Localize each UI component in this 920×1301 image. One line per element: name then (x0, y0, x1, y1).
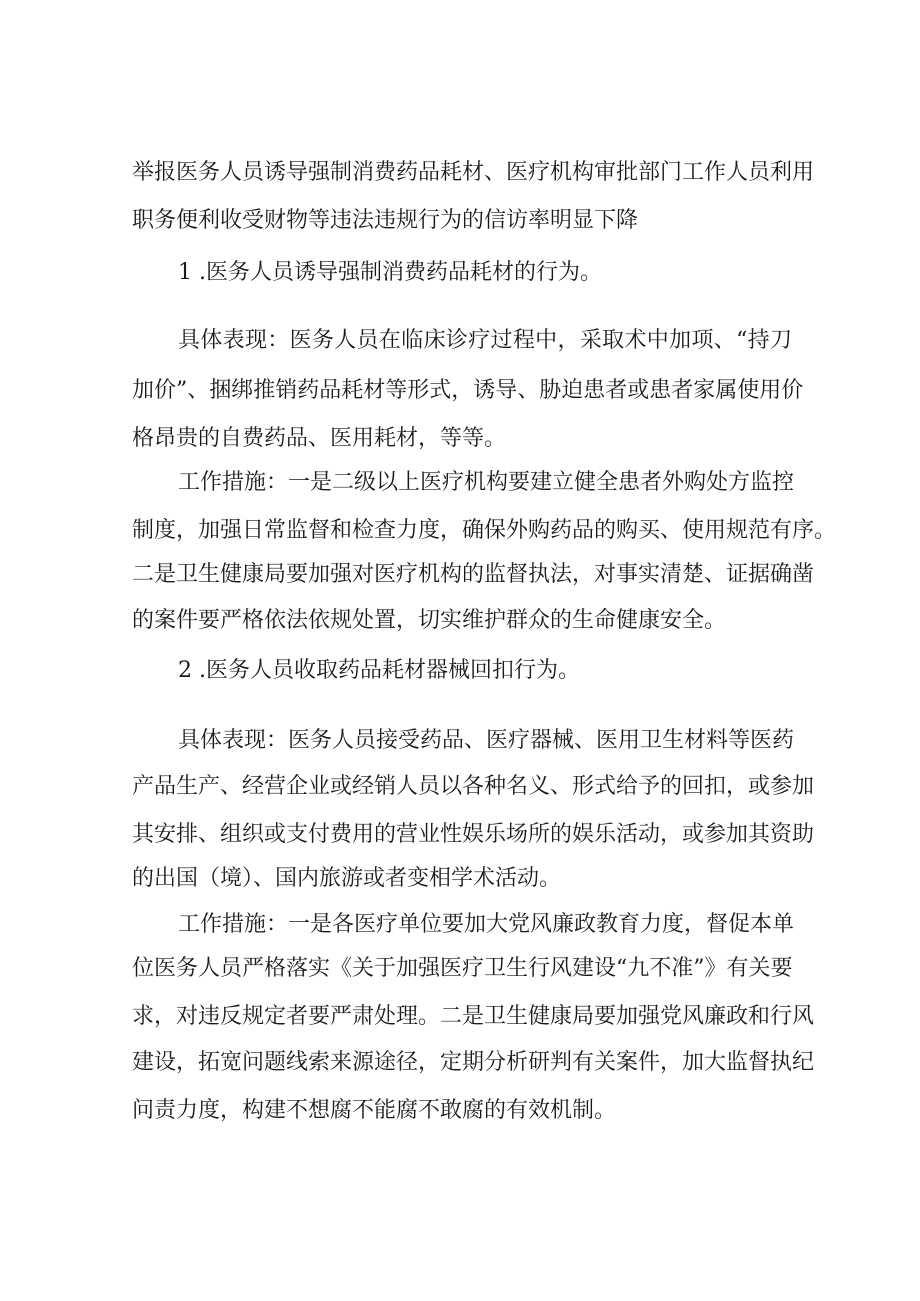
item1-manifestation-line-1: 具体表现：医务人员在临床诊疗过程中，采取术中加项、“持刀 (178, 328, 792, 353)
item1-manifestation-line-3: 格昂贵的自费药品、医用耗材，等等。 (132, 426, 507, 451)
item2-manifestation-line-4: 的出国（境）、国内旅游或者变相学术活动。 (132, 866, 562, 891)
intro-line-2: 职务便利收受财物等违法违规行为的信访率明显下降 (132, 208, 639, 233)
item2-manifestation-line-1: 具体表现：医务人员接受药品、医疗器械、医用卫生材料等医药 (178, 728, 795, 753)
item2-measures-line-2: 位医务人员严格落实《关于加强医疗卫生行风建设“九不准”》有关要 (132, 956, 793, 981)
item1-measures-line-1: 工作措施：一是二级以上医疗机构要建立健全患者外购处方监控 (178, 470, 795, 495)
item2-heading: 2 .医务人员收取药品耗材器械回扣行为。 (178, 658, 580, 683)
item1-measures-line-4: 的案件要严格依法依规处置，切实维护群众的生命健康安全。 (132, 608, 727, 633)
item2-measures-line-4: 建设，拓宽问题线索来源途径，定期分析研判有关案件，加大监督执纪 (132, 1050, 815, 1075)
item1-heading: 1 .医务人员诱导强制消费药品耗材的行为。 (178, 260, 602, 285)
item1-measures-line-2: 制度，加强日常监督和检查力度，确保外购药品的购买、使用规范有序。 (132, 518, 837, 543)
item2-measures-line-1: 工作措施：一是各医疗单位要加大党风廉政教育力度，督促本单 (178, 912, 795, 937)
item2-measures-line-3: 求，对违反规定者要严肃处理。二是卫生健康局要加强党风廉政和行风 (132, 1004, 815, 1029)
item2-manifestation-line-3: 其安排、组织或支付费用的营业性娱乐场所的娱乐活动，或参加其资助 (132, 822, 815, 847)
item2-measures-line-5: 问责力度，构建不想腐不能腐不敢腐的有效机制。 (132, 1098, 617, 1123)
item2-manifestation-line-2: 产品生产、经营企业或经销人员以各种名义、形式给予的回扣，或参加 (132, 774, 815, 799)
intro-line-1: 举报医务人员诱导强制消费药品耗材、医疗机构审批部门工作人员利用 (132, 160, 815, 185)
item1-manifestation-line-2: 加价”、捆绑推销药品耗材等形式，诱导、胁迫患者或患者家属使用价 (132, 378, 804, 403)
item1-measures-line-3: 二是卫生健康局要加强对医疗机构的监督执法，对事实清楚、证据确凿 (132, 562, 815, 587)
